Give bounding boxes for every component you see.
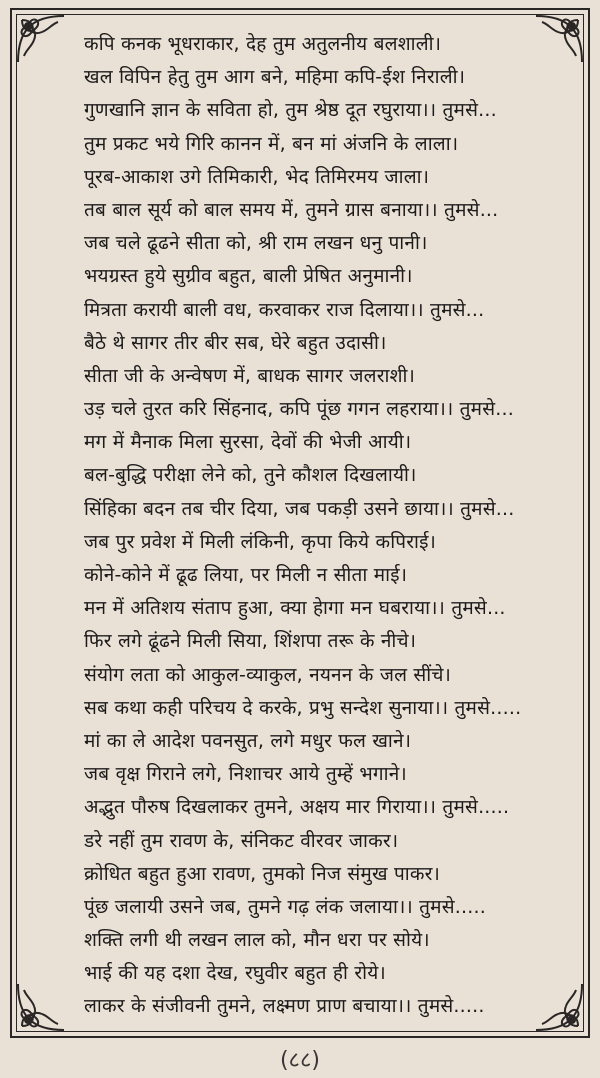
corner-ornament-icon bbox=[12, 10, 70, 68]
verse-line: मग में मैनाक मिला सुरसा, देवों की भेजी आयी। bbox=[84, 431, 412, 454]
verse-line: गुणखानि ज्ञान के सविता हो, तुम श्रेष्ठ दूत रघुराया।। तुमसे... bbox=[84, 99, 497, 122]
verse-line: फिर लगे ढूंढने मिली सिया, शिंशपा तरू के नीचे। bbox=[84, 630, 417, 653]
verse-line: सब कथा कही परिचय दे करके, प्रभु सन्देश सुनाया।। तुमसे..... bbox=[84, 696, 522, 719]
page-number: (८८) bbox=[279, 1048, 321, 1073]
verse-line: लाकर के संजीवनी तुमने, लक्ष्मण प्राण बचाया।। तुमसे..... bbox=[84, 995, 485, 1018]
verse-line: जब चले ढूढने सीता को, श्री राम लखन धनु पानी। bbox=[84, 232, 428, 255]
verse-line: सीता जी के अन्वेषण में, बाधक सागर जलराशी। bbox=[84, 364, 416, 387]
verse-line: क्रोधित बहुत हुआ रावण, तुमको निज संमुख पाकर। bbox=[84, 862, 441, 885]
verse-line: बैठे थे सागर तीर बीर सब, घेरे बहुत उदासी। bbox=[84, 331, 387, 354]
verse-line: पूंछ जलायी उसने जब, तुमने गढ़ लंक जलाया।। तुमसे..... bbox=[84, 895, 486, 918]
verse-line: भाई की यह दशा देख, रघुवीर बहुत ही रोये। bbox=[84, 962, 386, 985]
verse-line: जब वृक्ष गिराने लगे, निशाचर आये तुम्हें भगाने। bbox=[84, 763, 407, 786]
verse-line: तुम प्रकट भये गिरि कानन में, बन मां अंजनि के लाला। bbox=[84, 132, 459, 155]
verse-line: भयग्रस्त हुये सुग्रीव बहुत, बाली प्रेषित अनुमानी। bbox=[84, 265, 413, 288]
verse-line: अद्भुत पौरुष दिखलाकर तुमने, अक्षय मार गिराया।। तुमसे..... bbox=[84, 796, 510, 819]
verse-line: मन में अतिशय संताप हुआ, क्या हेागा मन घबराया।। तुमसे... bbox=[84, 597, 506, 620]
verse-line: शक्ति लगी थी लखन लाल को, मौन धरा पर सोये। bbox=[84, 929, 430, 952]
verse-line: तब बाल सूर्य को बाल समय में, तुमने ग्रास बनाया।। तुमसे... bbox=[84, 198, 499, 221]
verse-line: मां का ले आदेश पवनसुत, लगे मधुर फल खाने। bbox=[84, 729, 412, 752]
verse-line: उड़ चले तुरत करि सिंहनाद, कपि पूंछ गगन लहराया।। तुमसे... bbox=[84, 398, 514, 421]
verse-line: खल विपिन हेतु तुम आग बने, महिमा कपि-ईश निराली। bbox=[84, 66, 466, 89]
verse-line: जब पुर प्रवेश में मिली लंकिनी, कृपा किये कपिराई। bbox=[84, 530, 437, 553]
verse-line: डरे नहीं तुम रावण के, संनिकट वीरवर जाकर। bbox=[84, 829, 399, 852]
verse-line: कोने-कोने में ढूढ लिया, पर मिली न सीता माई। bbox=[84, 564, 408, 586]
verse-line: बल-बुद्धि परीक्षा लेने को, तुने कौशल दिखलायी। bbox=[84, 464, 417, 487]
verse-line: मित्रता करायी बाली वध, करवाकर राज दिलाया।। तुमसे... bbox=[84, 298, 485, 321]
verse-list bbox=[84, 28, 554, 1024]
verse-line: कपि कनक भूधराकार, देह तुम अतुलनीय बलशाली। bbox=[84, 33, 442, 55]
verse-line: सिंहिका बदन तब चीर दिया, जब पकड़ी उसने छाया।। तुमसे... bbox=[84, 497, 515, 520]
verse-line: पूरब-आकाश उगे तिमिकारी, भेद तिमिरमय जाला। bbox=[84, 165, 430, 188]
verse-line: संयोग लता को आकुल-व्याकुल, नयनन के जल सींचे। bbox=[84, 663, 452, 686]
corner-ornament-icon bbox=[12, 978, 70, 1036]
